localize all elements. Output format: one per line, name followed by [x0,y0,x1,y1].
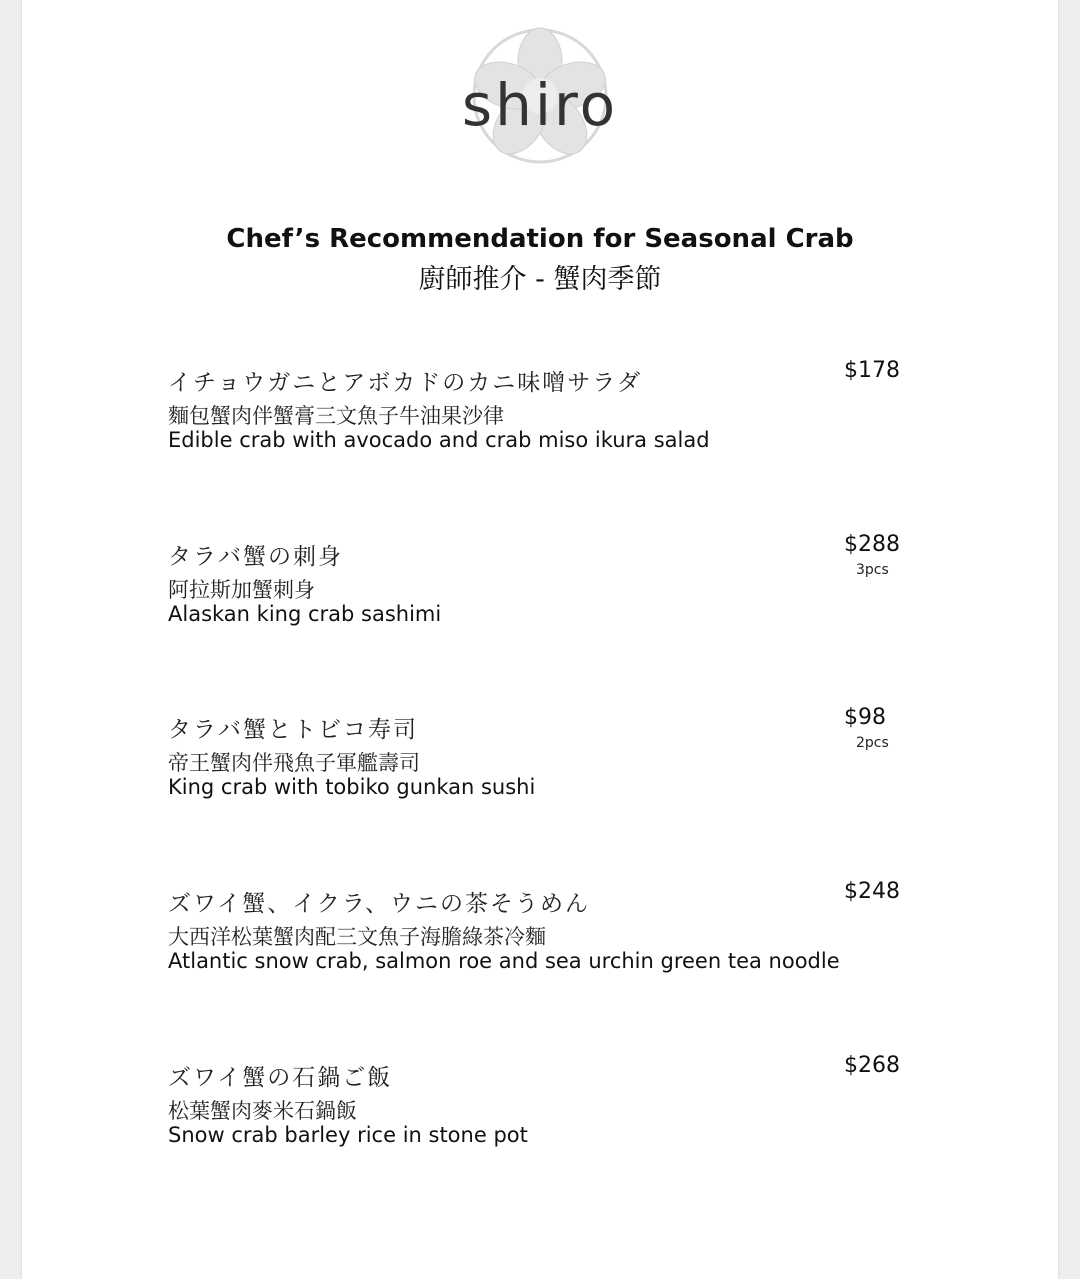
menu-item [168,358,908,474]
item-name-jp: ズワイ蟹、イクラ、ウニの茶そうめん [168,891,591,917]
item-name-jp: タラバ蟹の刺身 [168,544,343,570]
menu-title-en: Chef’s Recommendation for Seasonal Crab [226,224,854,254]
item-price: $248 [844,879,900,904]
item-name-en: King crab with tobiko gunkan sushi [168,775,536,799]
brand-name: shiro [461,71,619,139]
menu-item [168,1053,908,1169]
item-name-en: Atlantic snow crab, salmon roe and sea urchin green tea noodle [168,949,840,973]
item-name-en: Edible crab with avocado and crab miso ikura salad [168,428,710,452]
item-name-en: Snow crab barley rice in stone pot [168,1123,528,1147]
item-name-jp: ズワイ蟹の石鍋ご飯 [168,1065,393,1091]
item-name-zh: 阿拉斯加蟹刺身 [168,578,315,602]
item-name-zh: 帝王蟹肉伴飛魚子軍艦壽司 [168,751,420,775]
item-price: $288 [844,532,900,557]
shiro-logo [440,24,640,174]
item-price: $178 [844,358,900,383]
item-name-en: Alaskan king crab sashimi [168,602,442,626]
menu-item [168,532,908,648]
item-price: $268 [844,1053,900,1078]
item-name-zh: 松葉蟹肉麥米石鍋飯 [168,1099,357,1123]
menu-title-zh: 廚師推介 - 蟹肉季節 [418,264,662,295]
item-name-zh: 大西洋松葉蟹肉配三文魚子海膽綠茶冷麵 [168,925,546,949]
item-quantity: 2pcs [856,735,889,751]
menu-item [168,879,908,995]
item-name-jp: タラバ蟹とトビコ寿司 [168,717,418,743]
menu-item [168,705,908,821]
item-name-zh: 麵包蟹肉伴蟹膏三文魚子牛油果沙律 [168,404,504,428]
item-price: $98 [844,705,886,730]
item-name-jp: イチョウガニとアボカドのカニ味噌サラダ [168,370,643,396]
item-quantity: 3pcs [856,562,889,578]
